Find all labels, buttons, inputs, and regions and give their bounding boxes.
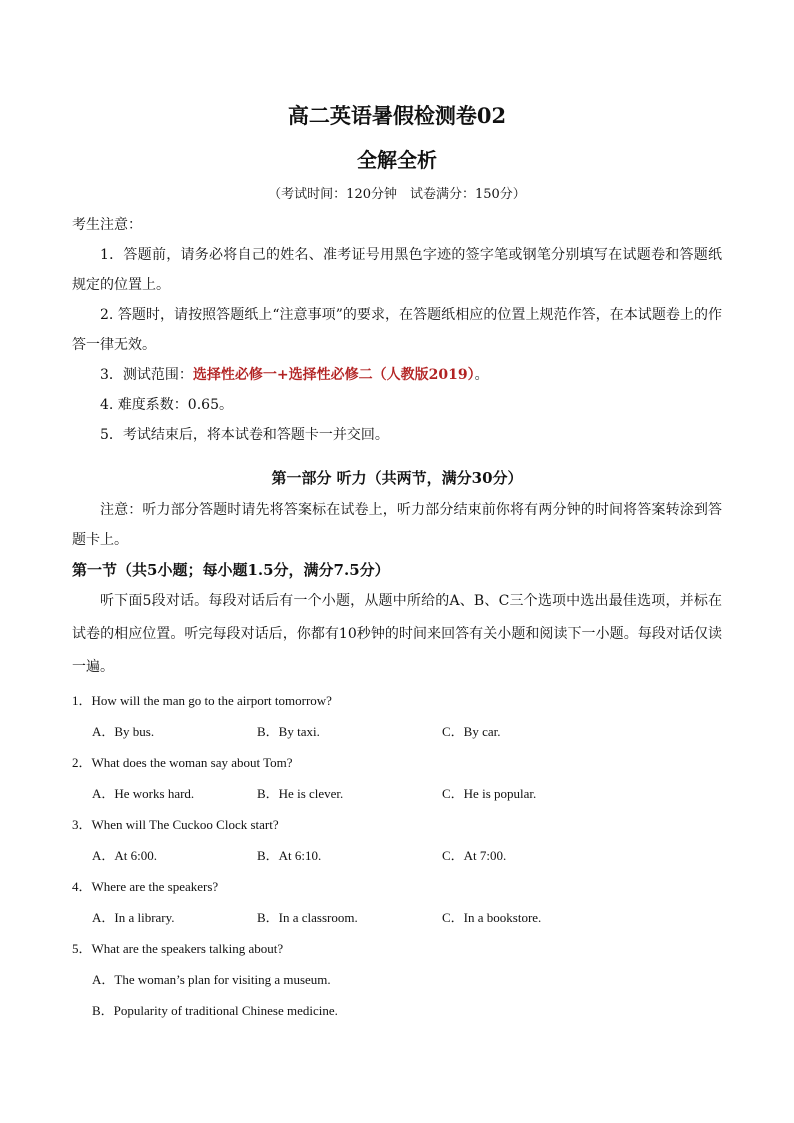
section1-title: 第一节（共5小题；每小题1.5分，满分7.5分） bbox=[72, 561, 390, 579]
option-c: C．By car. bbox=[442, 724, 501, 739]
notice-item-2: 2. 答题时，请按照答题纸上“注意事项”的要求，在答题纸相应的位置上规范作答，在本试题卷上的作答一律无效。 bbox=[72, 307, 722, 353]
notice-item-3 bbox=[72, 360, 722, 390]
option-b: B．He is clever. bbox=[257, 786, 344, 801]
question-3: 3．When will The Cuckoo Clock start? bbox=[72, 817, 279, 832]
question-list bbox=[72, 685, 722, 1026]
part1-note: 注意：听力部分答题时请先将答案标在试卷上，听力部分结束前你将有两分钟的时间将答案转涂到答题卡上。 bbox=[72, 502, 722, 548]
option-a: A．At 6:00. bbox=[92, 848, 158, 863]
scope-suffix: 。 bbox=[474, 367, 489, 383]
notice-item-4: 4. 难度系数：0.65。 bbox=[100, 397, 233, 413]
options-3 bbox=[72, 840, 722, 871]
page-title: 高二英语暑假检测卷02 bbox=[287, 103, 507, 128]
option-b: B．At 6:10. bbox=[257, 848, 322, 863]
option-c: C．At 7:00. bbox=[442, 848, 507, 863]
options-5b bbox=[72, 995, 722, 1026]
option-b: B．Popularity of traditional Chinese medicine. bbox=[92, 1003, 338, 1018]
notice-heading: 考生注意： bbox=[72, 217, 142, 233]
options-5a bbox=[72, 964, 722, 995]
exam-info: （考试时间：120分钟 试卷满分：150分） bbox=[268, 187, 526, 202]
question-5: 5．What are the speakers talking about? bbox=[72, 941, 284, 956]
options-2 bbox=[72, 778, 722, 809]
option-a: A．In a library. bbox=[92, 910, 175, 925]
option-c: C．He is popular. bbox=[442, 786, 537, 801]
scope-value: 选择性必修一+选择性必修二（人教版2019） bbox=[192, 367, 475, 383]
question-1: 1．How will the man go to the airport tomorrow? bbox=[72, 693, 332, 708]
page-subtitle: 全解全析 bbox=[357, 148, 437, 172]
question-2: 2．What does the woman say about Tom? bbox=[72, 755, 293, 770]
notice-item-5: 5．考试结束后，将本试卷和答题卡一并交回。 bbox=[100, 427, 389, 443]
question-4: 4．Where are the speakers? bbox=[72, 879, 219, 894]
option-c: C．In a bookstore. bbox=[442, 910, 542, 925]
option-a: A．The woman’s plan for visiting a museum. bbox=[92, 972, 331, 987]
options-4 bbox=[72, 902, 722, 933]
option-b: B．In a classroom. bbox=[257, 910, 358, 925]
options-1 bbox=[72, 716, 722, 747]
part1-title: 第一部分 听力（共两节，满分30分） bbox=[271, 469, 523, 487]
notice-block bbox=[72, 210, 722, 450]
option-b: B．By taxi. bbox=[257, 724, 320, 739]
option-a: A．By bus. bbox=[92, 724, 155, 739]
section1-instructions: 听下面5段对话。每段对话后有一个小题，从题中所给的A、B、C三个选项中选出最佳选项，并标在试卷的相应位置。听完每段对话后，你都有10秒钟的时间来回答有关小题和阅读下一小题。每段对话仅读一遍。 bbox=[72, 593, 722, 675]
scope-prefix: 3．测试范围： bbox=[100, 367, 193, 383]
option-a: A．He works hard. bbox=[92, 786, 195, 801]
part1-block bbox=[72, 495, 722, 1026]
notice-item-1: 1．答题前，请务必将自己的姓名、准考证号用黑色字迹的签字笔或钢笔分别填写在试题卷和答题纸规定的位置上。 bbox=[72, 247, 722, 293]
